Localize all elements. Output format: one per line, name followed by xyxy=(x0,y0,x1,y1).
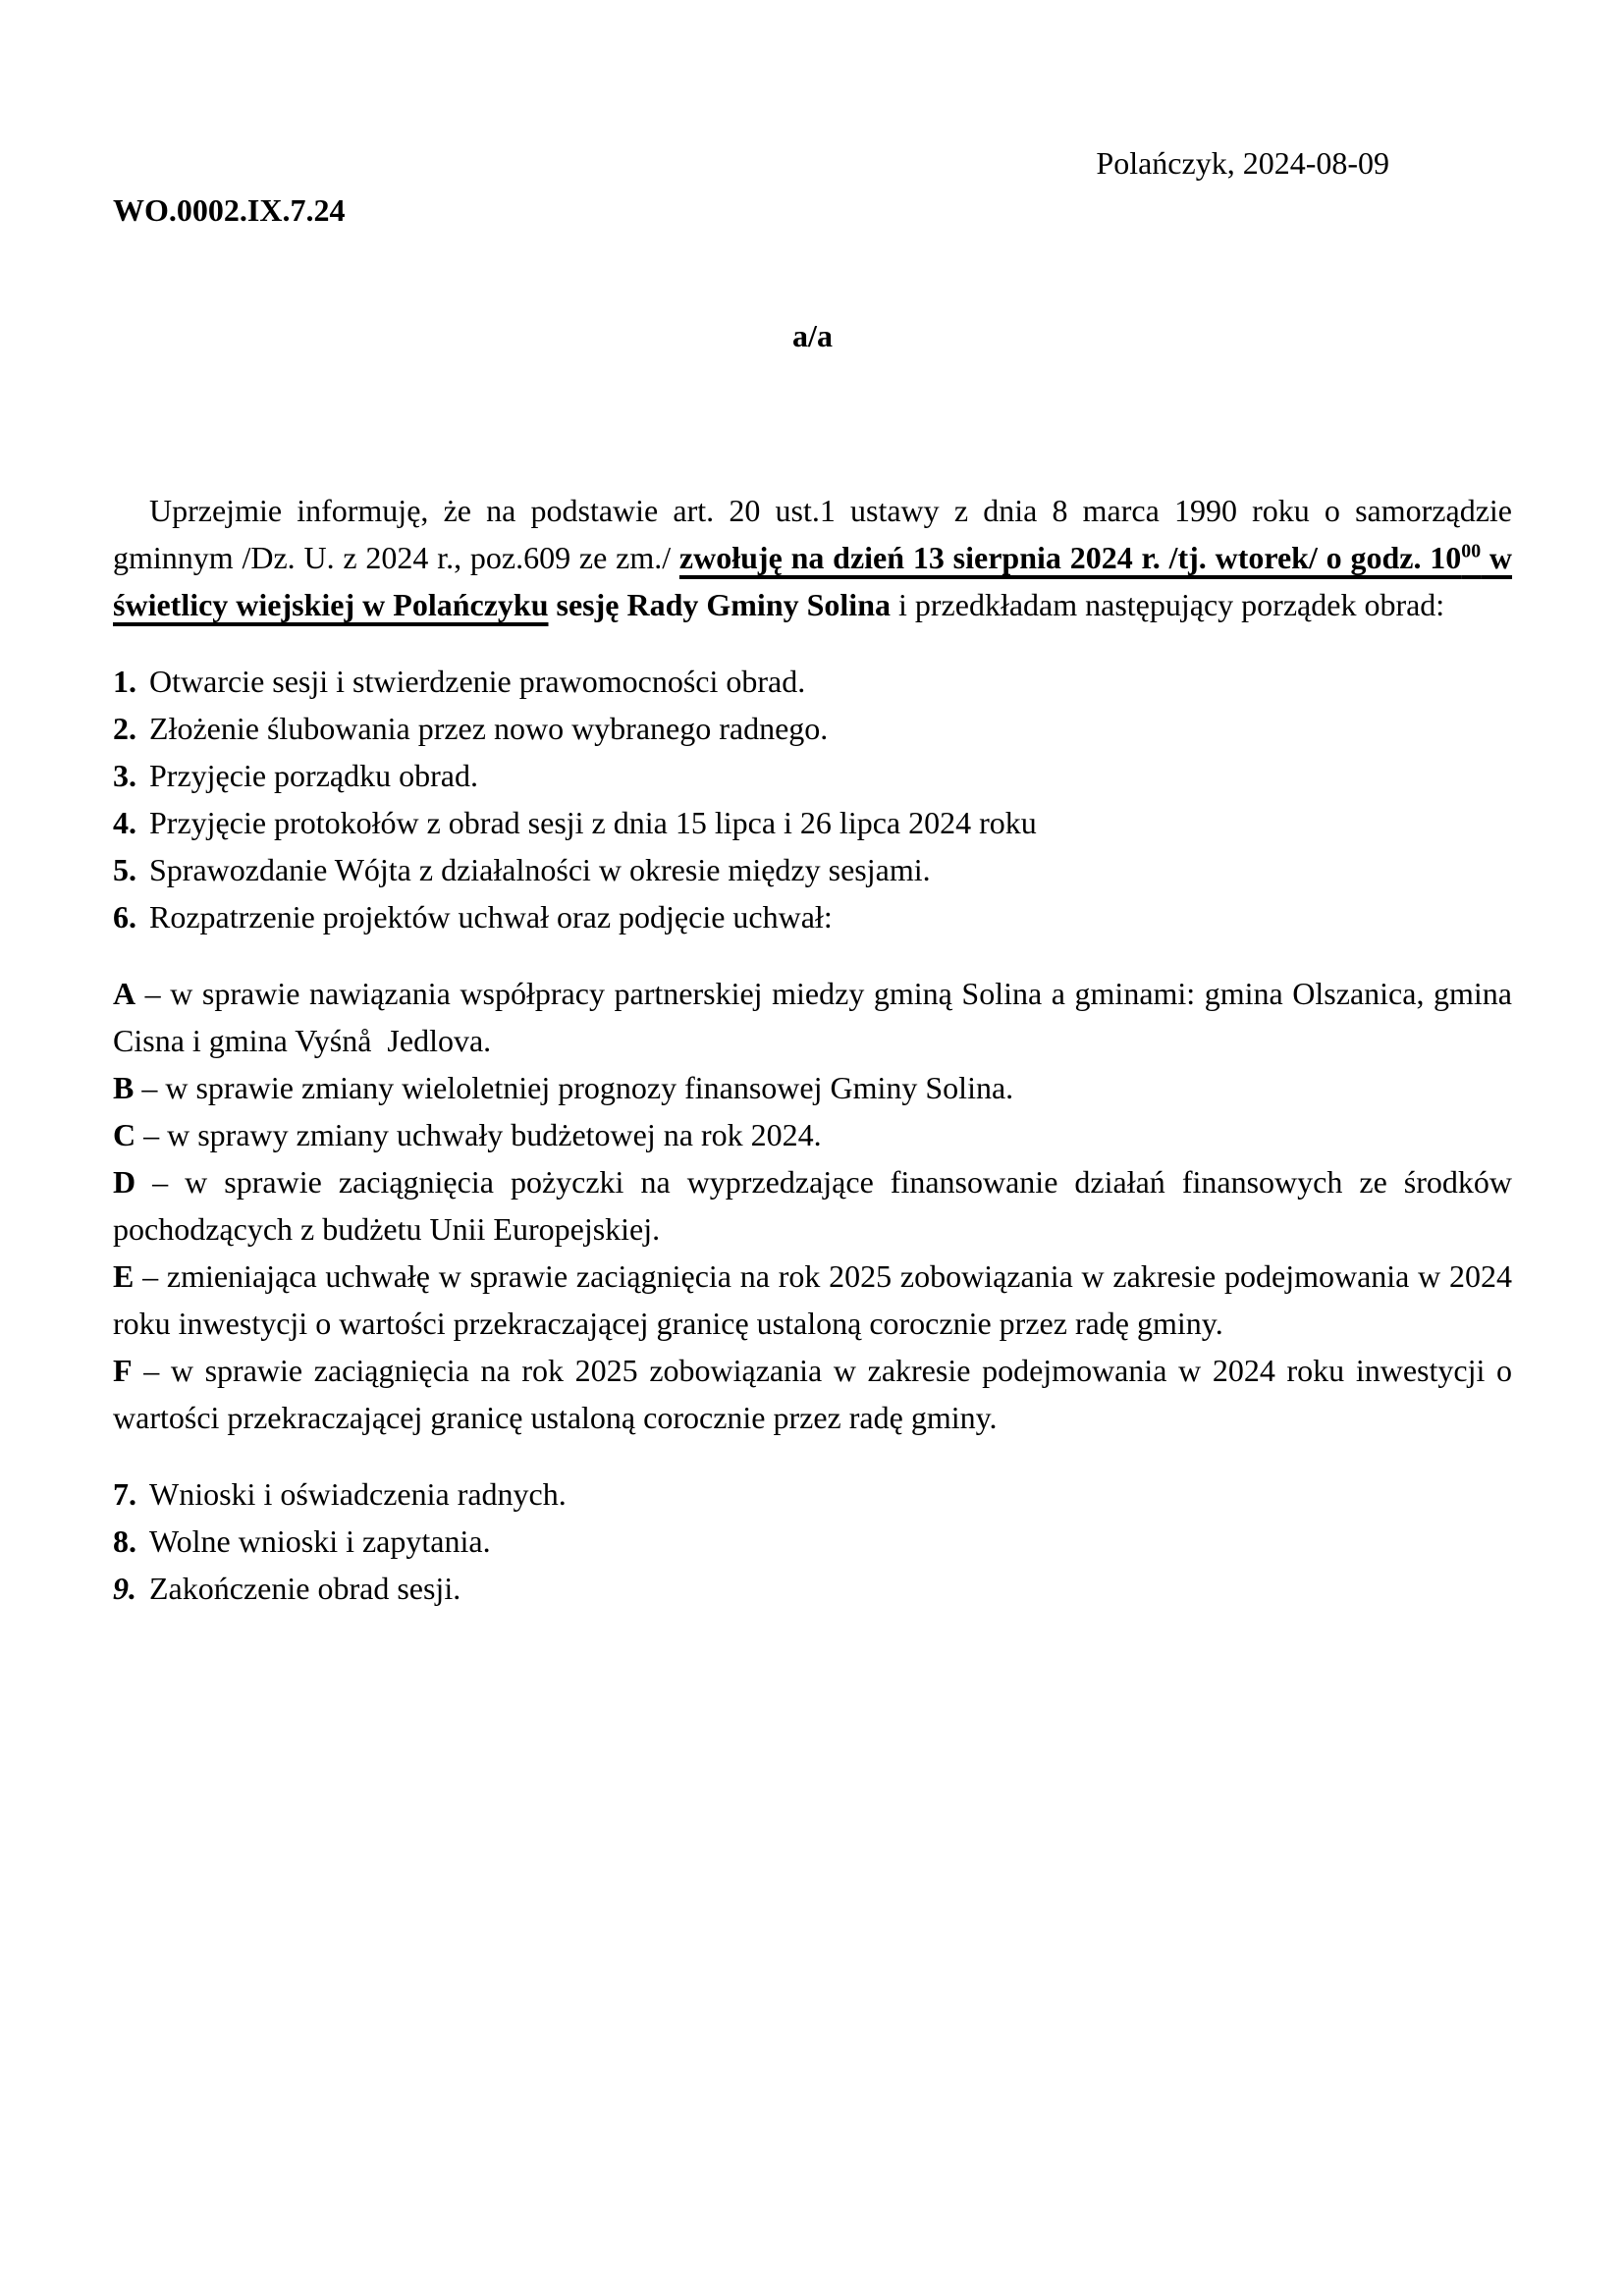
agenda-text: Sprawozdanie Wójta z działalności w okresie między sesjami. xyxy=(149,852,931,887)
agenda-item-3 xyxy=(113,752,1512,799)
resolution-letter: A xyxy=(113,976,136,1011)
resolution-item-f xyxy=(113,1347,1512,1441)
agenda-number: 5. xyxy=(113,852,136,887)
place-date-text: Polańczyk, 2024-08-09 xyxy=(1096,145,1389,181)
intro-regular-start: Uprzejmie informuję, że na podstawie art. 20 ust.1 ustawy z dnia 8 marca 1990 roku o samorządzie gminnym /Dz. U. z 2024 r., poz.609 ze zm./ xyxy=(113,493,1512,575)
agenda-text: Otwarcie sesji i stwierdzenie prawomocności obrad. xyxy=(149,664,806,699)
resolution-item-c xyxy=(113,1111,1512,1158)
agenda-number: 9. xyxy=(113,1571,136,1606)
agenda-item-1 xyxy=(113,658,1512,705)
resolution-text: – w sprawie nawiązania współpracy partnerskiej miedzy gminą Solina a gminami: gmina Olszanica, gmina Cisna i gmina Vyśnå Jedlova. xyxy=(113,976,1513,1058)
intro-regular-end: i przedkładam następujący porządek obrad: xyxy=(897,587,1445,622)
resolution-letter: B xyxy=(113,1070,135,1105)
agenda-number: 3. xyxy=(113,758,136,793)
resolution-text: – zmieniająca uchwałę w sprawie zaciągnięcia na rok 2025 zobowiązania w zakresie podejmowania w 2024 roku inwestycji o wartości przekraczającej granicę ustaloną corocznie przez radę gminy. xyxy=(113,1258,1513,1341)
reference-number: WO.0002.IX.7.24 xyxy=(113,192,346,228)
resolution-item-e xyxy=(113,1253,1512,1347)
resolution-text: – w sprawie zaciągnięcia na rok 2025 zobowiązania w zakresie podejmowania w 2024 roku inwestycji o wartości przekraczającej granicę ustaloną corocznie przez radę gminy. xyxy=(113,1353,1513,1435)
agenda-text: Zakończenie obrad sesji. xyxy=(149,1571,461,1606)
agenda-text: Przyjęcie porządku obrad. xyxy=(149,758,478,793)
resolution-letter: C xyxy=(113,1117,136,1152)
agenda-number: 7. xyxy=(113,1476,136,1512)
intro-bold-session: sesję Rady Gminy Solina xyxy=(548,587,898,622)
intro-paragraph xyxy=(113,487,1512,628)
agenda-number: 8. xyxy=(113,1523,136,1559)
agenda-list-top xyxy=(113,658,1512,940)
resolution-letter: F xyxy=(113,1353,133,1388)
resolution-text: – w sprawie zmiany wieloletniej prognozy finansowej Gminy Solina. xyxy=(141,1070,1014,1105)
agenda-item-4 xyxy=(113,799,1512,846)
resolution-text: – w sprawy zmiany uchwały budżetowej na rok 2024. xyxy=(143,1117,822,1152)
resolution-item-d xyxy=(113,1158,1512,1253)
document-title: a/a xyxy=(792,318,833,353)
agenda-number: 1. xyxy=(113,664,136,699)
resolution-letter: D xyxy=(113,1164,136,1200)
agenda-item-9 xyxy=(113,1565,1512,1612)
agenda-text: Złożenie ślubowania przez nowo wybranego radnego. xyxy=(149,711,829,746)
agenda-item-5 xyxy=(113,846,1512,893)
agenda-text: Wnioski i oświadczenia radnych. xyxy=(149,1476,567,1512)
agenda-item-7 xyxy=(113,1470,1512,1518)
agenda-text: Rozpatrzenie projektów uchwał oraz podjęcie uchwał: xyxy=(149,899,833,934)
agenda-item-8 xyxy=(113,1518,1512,1565)
place-date-line xyxy=(113,139,1512,187)
agenda-number: 2. xyxy=(113,711,136,746)
intro-bold-underline-part1: zwołuję na dzień 13 sierpnia 2024 r. /tj. wtorek/ o godz. 10 xyxy=(678,540,1462,575)
resolutions-list xyxy=(113,970,1512,1441)
agenda-item-6 xyxy=(113,893,1512,940)
time-superscript: 00 xyxy=(1461,540,1482,562)
agenda-text: Przyjęcie protokołów z obrad sesji z dnia 15 lipca i 26 lipca 2024 roku xyxy=(149,805,1037,840)
agenda-number: 6. xyxy=(113,899,136,934)
agenda-number: 4. xyxy=(113,805,136,840)
resolution-item-b xyxy=(113,1064,1512,1111)
agenda-list-bottom xyxy=(113,1470,1512,1612)
agenda-item-2 xyxy=(113,705,1512,752)
resolution-text: – w sprawie zaciągnięcia pożyczki na wyprzedzające finansowanie działań finansowych ze środków pochodzących z budżetu Unii Europejskiej. xyxy=(113,1164,1513,1247)
resolution-letter: E xyxy=(113,1258,135,1294)
resolution-item-a xyxy=(113,970,1512,1064)
intro-bold-underline-part2: w świetlicy wiejskiej w Polańczyku xyxy=(113,540,1513,622)
agenda-text: Wolne wnioski i zapytania. xyxy=(149,1523,491,1559)
